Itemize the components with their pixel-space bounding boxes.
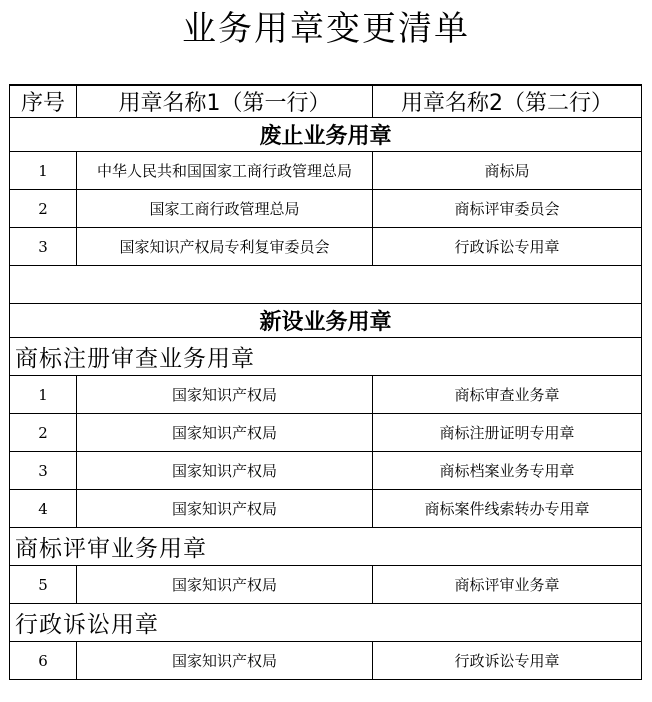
seal-name1: 国家工商行政管理总局: [77, 190, 373, 228]
page-title: 业务用章变更清单: [182, 9, 470, 49]
row-number: 2: [10, 414, 77, 452]
seal-name2: 商标评审业务章: [373, 566, 642, 604]
seal-name1: 中华人民共和国国家工商行政管理总局: [77, 152, 373, 190]
table-row: [10, 414, 642, 452]
category-row: [10, 338, 642, 376]
section-heading-abolished: 废止业务用章: [10, 118, 642, 152]
table-header-row: [10, 85, 642, 118]
blank-cell: [10, 266, 642, 304]
row-number: 1: [10, 152, 77, 190]
seal-name1: 国家知识产权局专利复审委员会: [77, 228, 373, 266]
row-number: 1: [10, 376, 77, 414]
section-row-abolished: [10, 118, 642, 152]
seal-name1: 国家知识产权局: [77, 452, 373, 490]
blank-row: [10, 266, 642, 304]
header-col-no: 序号: [10, 85, 77, 118]
seal-name2: 商标评审委员会: [373, 190, 642, 228]
category-label: 商标注册审查业务用章: [10, 338, 642, 376]
seal-name2: 商标档案业务专用章: [373, 452, 642, 490]
row-number: 2: [10, 190, 77, 228]
category-row: [10, 604, 642, 642]
seal-name2: 行政诉讼专用章: [373, 228, 642, 266]
section-heading-new: 新设业务用章: [10, 304, 642, 338]
seal-name1: 国家知识产权局: [77, 566, 373, 604]
seal-name1: 国家知识产权局: [77, 414, 373, 452]
seal-change-table: [9, 84, 642, 680]
category-label: 行政诉讼用章: [10, 604, 642, 642]
category-label: 商标评审业务用章: [10, 528, 642, 566]
row-number: 6: [10, 642, 77, 680]
seal-name2: 商标注册证明专用章: [373, 414, 642, 452]
seal-name1: 国家知识产权局: [77, 642, 373, 680]
table-row: [10, 642, 642, 680]
table-row: [10, 190, 642, 228]
seal-name1: 国家知识产权局: [77, 376, 373, 414]
category-row: [10, 528, 642, 566]
header-col-name1: 用章名称1（第一行）: [77, 85, 373, 118]
seal-name2: 商标审查业务章: [373, 376, 642, 414]
seal-name1: 国家知识产权局: [77, 490, 373, 528]
row-number: 4: [10, 490, 77, 528]
seal-name2: 商标局: [373, 152, 642, 190]
section-row-new: [10, 304, 642, 338]
row-number: 5: [10, 566, 77, 604]
table-row: [10, 376, 642, 414]
table-row: [10, 452, 642, 490]
table-row: [10, 152, 642, 190]
row-number: 3: [10, 452, 77, 490]
seal-name2: 行政诉讼专用章: [373, 642, 642, 680]
row-number: 3: [10, 228, 77, 266]
table-row: [10, 228, 642, 266]
header-col-name2: 用章名称2（第二行）: [373, 85, 642, 118]
table-row: [10, 490, 642, 528]
table-row: [10, 566, 642, 604]
seal-name2: 商标案件线索转办专用章: [373, 490, 642, 528]
